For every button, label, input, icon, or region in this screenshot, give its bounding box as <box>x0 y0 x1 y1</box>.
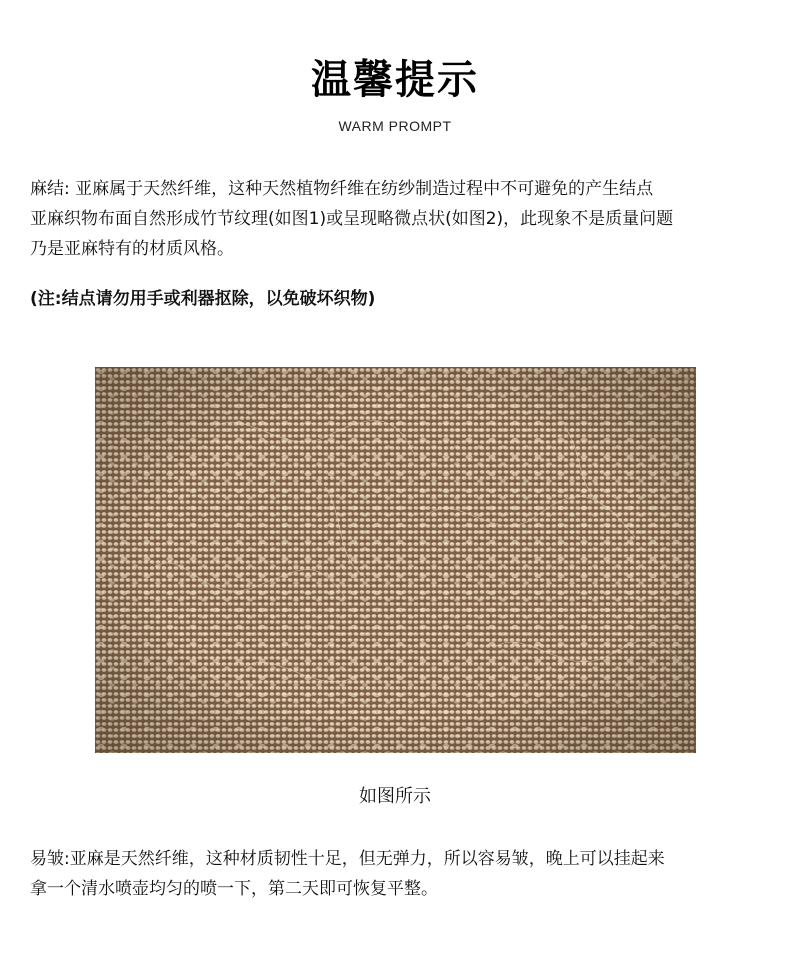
page-title: 温馨提示 <box>311 57 479 103</box>
wrinkle-line-1: 易皱:亚麻是天然纤维，这种材质韧性十足，但无弹力，所以容易皱，晚上可以挂起来 <box>30 849 665 869</box>
knots-paragraph <box>30 174 770 264</box>
knots-line-2: 亚麻织物布面自然形成竹节纹理(如图1)或呈现略微点状(如图2)，此现象不是质量问题 <box>30 209 674 229</box>
knots-line-3: 乃是亚麻特有的材质风格。 <box>30 239 234 259</box>
linen-texture-photo <box>95 367 696 753</box>
image-caption: 如图所示 <box>359 786 431 807</box>
wrinkle-line-2: 拿一个清水喷壶均匀的喷一下，第二天即可恢复平整。 <box>30 879 438 899</box>
knots-line-1: 麻结: 亚麻属于天然纤维，这种天然植物纤维在纺纱制造过程中不可避免的产生结点 <box>30 179 654 199</box>
linen-texture-image <box>95 367 696 753</box>
page-subtitle: WARM PROMPT <box>338 118 452 134</box>
wrinkle-paragraph <box>30 844 770 904</box>
knots-note: (注:结点请勿用手或利器抠除，以免破坏织物) <box>30 289 376 309</box>
